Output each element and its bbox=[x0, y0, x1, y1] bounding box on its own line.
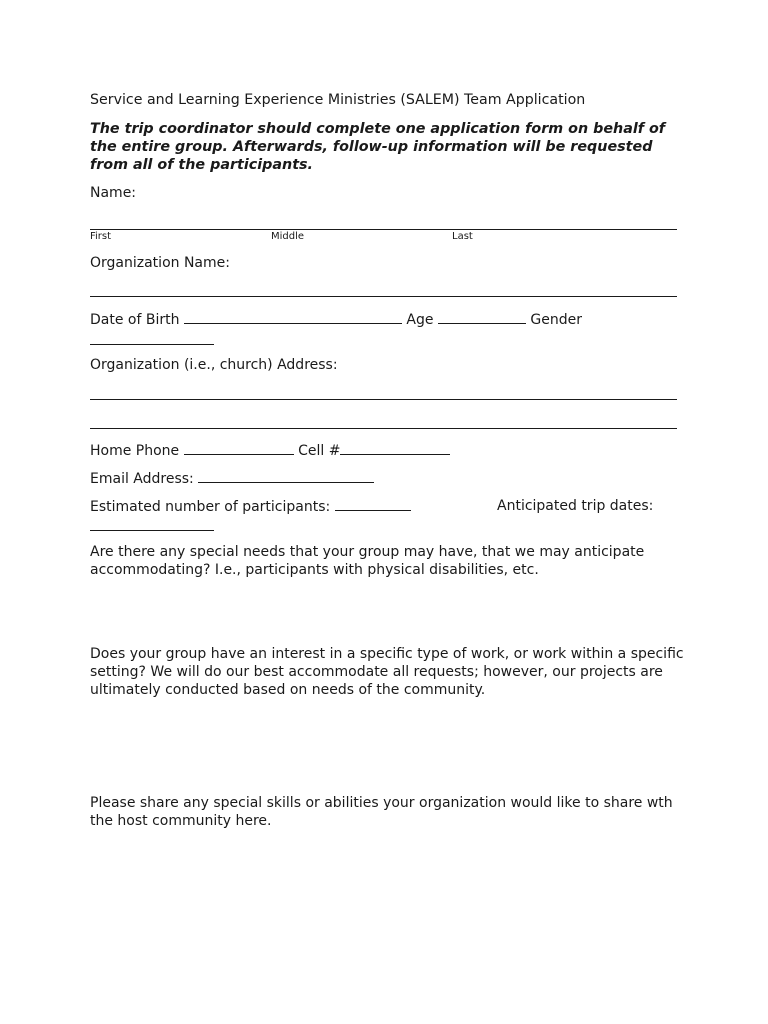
work-interest-question: Does your group have an interest in a specific type of work, or work within a specific setting? We will do our best accommodate all requests; however, our projects are ultimately conducted based on needs of the community. bbox=[90, 646, 684, 698]
trip-dates-field-line[interactable] bbox=[90, 530, 214, 531]
email-label: Email Address: bbox=[90, 471, 194, 487]
form-instructions: The trip coordinator should complete one application form on behalf of the entire group. Afterwards, follow-up information will be requested from all of the participants. bbox=[90, 121, 666, 173]
phone-row bbox=[90, 441, 450, 460]
dob-field-line[interactable] bbox=[184, 310, 402, 324]
participants-row bbox=[90, 497, 411, 516]
name-middle-caption: Middle bbox=[271, 231, 305, 242]
address-label: Organization (i.e., church) Address: bbox=[90, 357, 338, 373]
home-phone-field-line[interactable] bbox=[184, 441, 294, 455]
age-label: Age bbox=[406, 312, 434, 328]
dob-row bbox=[90, 310, 582, 329]
form-title: Service and Learning Experience Ministries (SALEM) Team Application bbox=[90, 92, 586, 108]
organization-name-field-line[interactable] bbox=[90, 296, 677, 297]
email-row bbox=[90, 469, 374, 488]
organization-name-label: Organization Name: bbox=[90, 255, 230, 271]
skills-question: Please share any special skills or abilities your organization would like to share wth the host community here. bbox=[90, 795, 673, 829]
participants-field-line[interactable] bbox=[335, 497, 411, 511]
special-needs-question: Are there any special needs that your group may have, that we may anticipate accommodating? I.e., participants with physical disabilities, etc. bbox=[90, 544, 645, 578]
name-field-line[interactable] bbox=[90, 229, 677, 230]
gender-label: Gender bbox=[530, 312, 582, 328]
name-first-caption: First bbox=[90, 231, 112, 242]
name-label: Name: bbox=[90, 185, 137, 201]
home-phone-label: Home Phone bbox=[90, 443, 180, 459]
age-field-line[interactable] bbox=[438, 310, 526, 324]
cell-label: Cell # bbox=[298, 443, 341, 459]
email-field-line[interactable] bbox=[198, 469, 374, 483]
name-last-caption: Last bbox=[452, 231, 473, 242]
cell-field-line[interactable] bbox=[340, 441, 450, 455]
participants-label: Estimated number of participants: bbox=[90, 499, 331, 515]
address-field-line-1[interactable] bbox=[90, 399, 677, 400]
dob-label: Date of Birth bbox=[90, 312, 180, 328]
address-field-line-2[interactable] bbox=[90, 428, 677, 429]
gender-field-line[interactable] bbox=[90, 344, 214, 345]
trip-dates-label: Anticipated trip dates: bbox=[497, 498, 654, 514]
